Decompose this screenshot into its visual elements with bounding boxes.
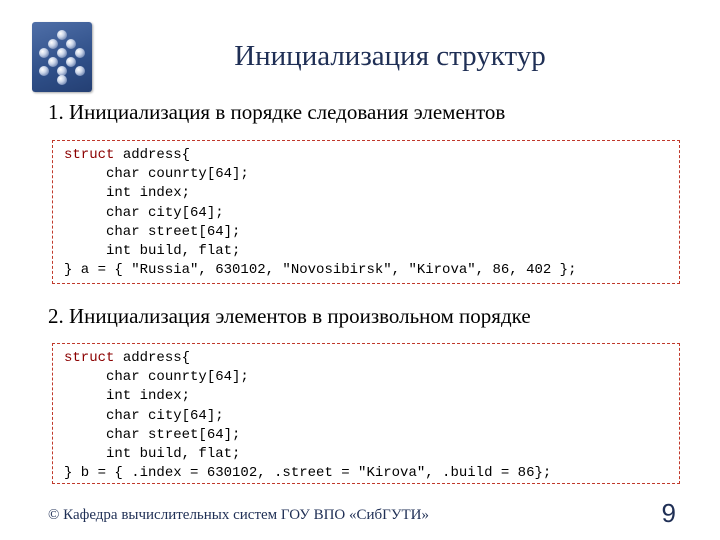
code-block-1 (52, 140, 680, 284)
code-line: char counrty[64]; (64, 369, 249, 386)
code-line: char street[64]; (64, 426, 241, 443)
code-line: struct address{ (64, 350, 191, 366)
section1-heading: 1. Инициализация в порядке следования элементов (48, 100, 506, 124)
code-listing-2 (64, 349, 551, 483)
code-line: char city[64]; (64, 204, 224, 221)
code-line: struct address{ (64, 147, 191, 163)
code-line: } a = { "Russia", 630102, "Novosibirsk", "Kirova", 86, 402 }; (64, 262, 577, 279)
code-line: int build, flat; (64, 243, 241, 260)
code-block-2 (52, 343, 680, 484)
code-line: int index; (64, 185, 191, 202)
code-listing-1 (64, 146, 576, 280)
code-line: int build, flat; (64, 446, 241, 463)
slide-title: Инициализация структур (234, 40, 546, 72)
code-line: } b = { .index = 630102, .street = "Kirova", .build = 86}; (64, 465, 552, 482)
code-line: int index; (64, 388, 191, 405)
footer-copyright: © Кафедра вычислительных систем ГОУ ВПО «СибГУТИ» (48, 507, 429, 523)
molecule-logo-icon (32, 22, 92, 92)
section2-heading: 2. Инициализация элементов в произвольном порядке (48, 304, 531, 328)
code-line: char street[64]; (64, 223, 241, 240)
code-line: char counrty[64]; (64, 166, 249, 183)
code-line: char city[64]; (64, 407, 224, 424)
page-number: 9 (661, 498, 676, 528)
